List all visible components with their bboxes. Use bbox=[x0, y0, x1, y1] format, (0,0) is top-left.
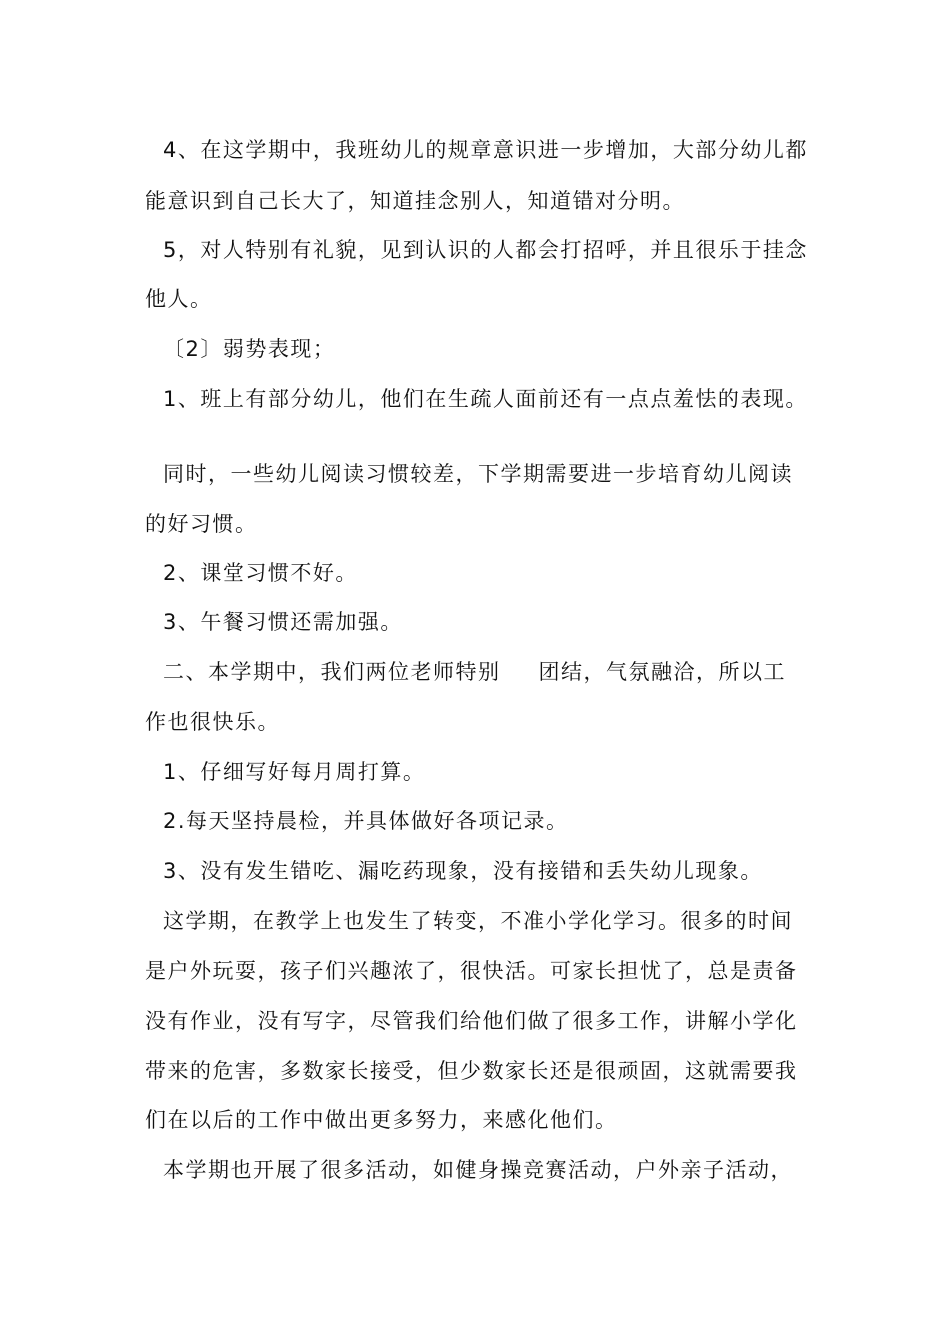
paragraph-line: 1、仔细写好每月周打算。 bbox=[163, 760, 426, 784]
paragraph-line: 他人。 bbox=[145, 287, 213, 311]
paragraph-line: 3、午餐习惯还需加强。 bbox=[163, 610, 403, 634]
paragraph-line: 们在以后的工作中做出更多努力，来感化他们。 bbox=[145, 1108, 618, 1132]
paragraph-line: 没有作业，没有写字，尽管我们给他们做了很多工作，讲解小学化 bbox=[145, 1009, 798, 1033]
paragraph-line: 作也很快乐。 bbox=[145, 710, 280, 734]
paragraph-line: 同时，一些幼儿阅读习惯较差，下学期需要进一步培育幼儿阅读 bbox=[163, 462, 793, 486]
section-heading: 〔2〕弱势表现； bbox=[163, 337, 336, 361]
paragraph-line: 3、没有发生错吃、漏吃药现象，没有接错和丢失幼儿现象。 bbox=[163, 859, 763, 883]
paragraph-line: 5，对人特别有礼貌，见到认识的人都会打招呼，并且很乐于挂念 bbox=[163, 238, 808, 262]
paragraph-line: 4、在这学期中，我班幼儿的规章意识进一步增加，大部分幼儿都 bbox=[163, 138, 808, 162]
paragraph-line: 本学期也开展了很多活动，如健身操竞赛活动，户外亲子活动， bbox=[163, 1158, 793, 1182]
paragraph-line: 是户外玩耍，孩子们兴趣浓了，很快活。可家长担忧了，总是责备 bbox=[145, 959, 798, 983]
paragraph-line: 能意识到自己长大了，知道挂念别人，知道错对分明。 bbox=[145, 189, 685, 213]
paragraph-line: 1、班上有部分幼儿，他们在生疏人面前还有一点点羞怯的表现。 bbox=[163, 387, 808, 411]
paragraph-line: 这学期，在教学上也发生了转变，不准小学化学习。很多的时间 bbox=[163, 909, 793, 933]
paragraph-line bbox=[163, 657, 833, 687]
paragraph-text-part: 二、本学期中，我们两位老师特别 bbox=[163, 660, 501, 684]
paragraph-line: 2.每天坚持晨检，并具体做好各项记录。 bbox=[163, 809, 569, 833]
paragraph-line: 的好习惯。 bbox=[145, 512, 258, 536]
paragraph-line: 2、课堂习惯不好。 bbox=[163, 561, 358, 585]
paragraph-text-part: 团结，气氛融洽，所以工 bbox=[538, 660, 786, 684]
paragraph-line: 带来的危害，多数家长接受，但少数家长还是很顽固，这就需要我 bbox=[145, 1059, 798, 1083]
